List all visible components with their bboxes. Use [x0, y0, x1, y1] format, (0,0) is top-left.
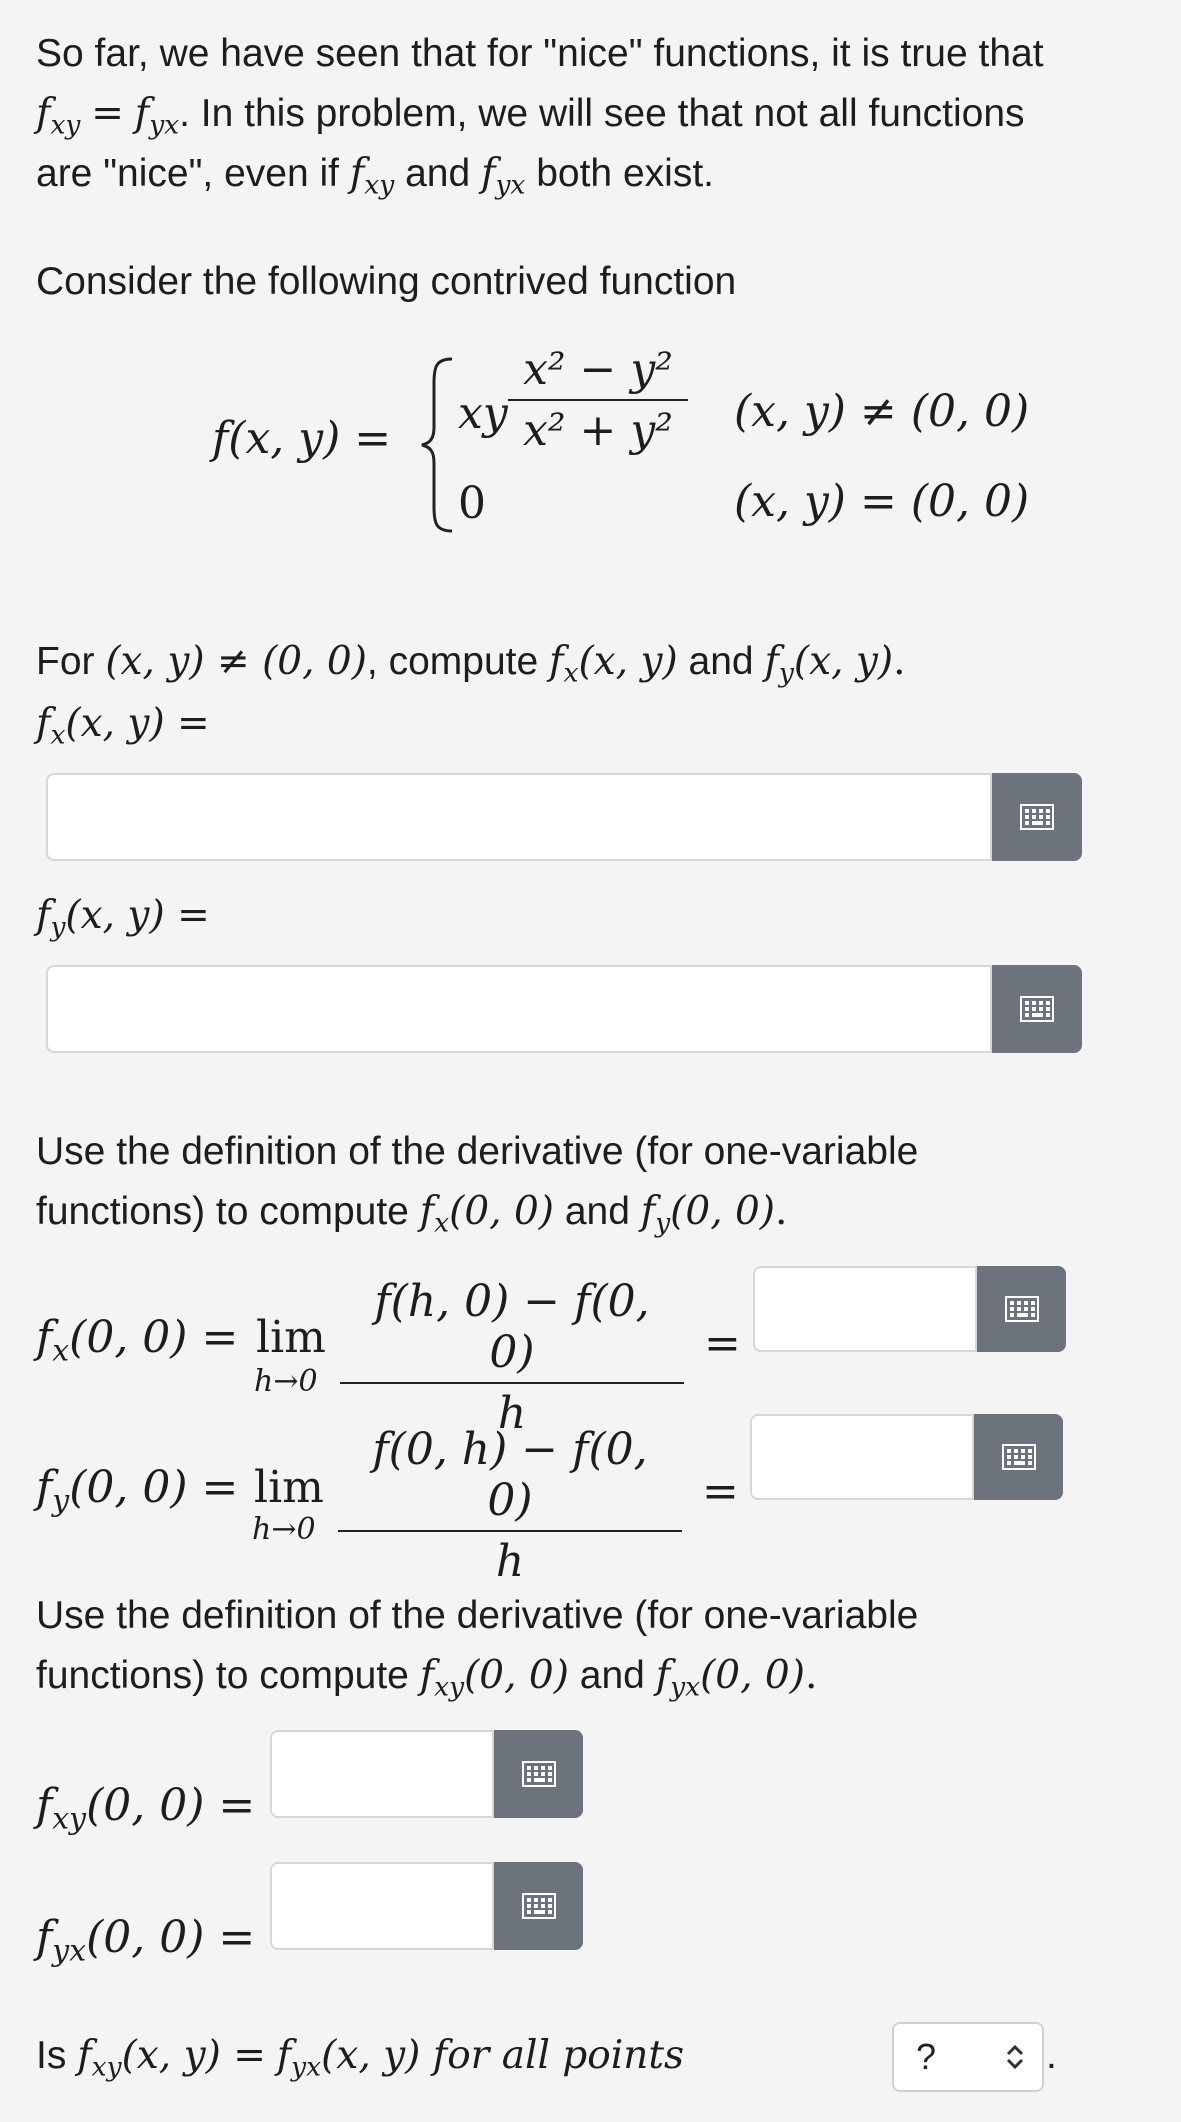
fy00-answer-input[interactable] — [750, 1414, 974, 1500]
case1-denominator: x² + y² — [523, 405, 673, 456]
fy-label: $f_y(x$, y) = — [36, 893, 210, 943]
up-down-chevron-icon — [1004, 2042, 1026, 2072]
case1-condition: (x, y) ≠ (0, 0) — [734, 386, 1030, 437]
fxy00-answer-input[interactable] — [270, 1730, 494, 1818]
fx00-fraction — [340, 1276, 684, 1439]
fy00-equals: = — [702, 1466, 739, 1517]
keyboard-icon — [522, 1761, 556, 1787]
fy00-lhs: $f_y(0$, 0) = — [36, 1462, 239, 1519]
fx00-denominator: h — [497, 1388, 527, 1439]
fy00-lim-sub: h→0 — [252, 1512, 316, 1547]
fx00-keyboard-button[interactable] — [977, 1266, 1066, 1352]
fx00-lhs: $f_x(0$, 0) = — [36, 1312, 239, 1369]
fx00-numerator: f(h, 0) − f(0, 0) — [340, 1276, 684, 1384]
fyx-symbol: $f_{yx}$ — [134, 91, 180, 141]
fx00-answer-input[interactable] — [753, 1266, 977, 1352]
fyx00-keyboard-button[interactable] — [494, 1862, 583, 1950]
fx-label: $f_x(x$, y) = — [36, 701, 210, 751]
part3-line-2: functions) to compute $f_{xy}(0$, 0) and $f_{yx}(0$, 0). — [36, 1653, 818, 1703]
select-value: ? — [916, 2036, 937, 2077]
intro-line-2: $f_{xy} = f_{yx}$. In this problem, we will see that not all functions — [36, 91, 1025, 141]
consider-text: Consider the following contrived function — [36, 260, 737, 303]
fy-keyboard-button[interactable] — [992, 965, 1082, 1053]
part2-line-2: functions) to compute $f_x(0$, 0) and $f_y(0$, 0). — [36, 1189, 788, 1239]
keyboard-icon — [522, 1893, 556, 1919]
piecewise-brace — [420, 355, 456, 540]
intro-line-1: So far, we have seen that for "nice" functions, it is true that — [36, 32, 1044, 75]
fxy00-keyboard-button[interactable] — [494, 1730, 583, 1818]
fxy00-label: $f_{xy}(0$, 0) = — [36, 1780, 256, 1837]
fx00-equals: = — [704, 1318, 741, 1369]
fx00-lim-sub: h→0 — [254, 1364, 318, 1399]
intro-line-3: are "nice", even if $f_{xy}$ and $f_{yx}$ both exist. — [36, 151, 714, 201]
fyx00-answer-input[interactable] — [270, 1862, 494, 1950]
fy00-keyboard-button[interactable] — [974, 1414, 1063, 1500]
keyboard-icon — [1020, 804, 1054, 830]
part2-line-1: Use the definition of the derivative (for one-variable — [36, 1130, 919, 1173]
fy-answer-input[interactable] — [46, 965, 992, 1053]
fy00-denominator: h — [495, 1536, 525, 1587]
keyboard-icon — [1005, 1296, 1039, 1322]
part3-line-1: Use the definition of the derivative (for one-variable — [36, 1594, 919, 1637]
piecewise-lhs: f(x, y) = — [212, 413, 392, 464]
fx-answer-input[interactable] — [46, 773, 992, 861]
fy00-numerator: f(0, h) − f(0, 0) — [338, 1424, 682, 1532]
fx-keyboard-button[interactable] — [992, 773, 1082, 861]
fy00-fraction — [338, 1424, 682, 1587]
case1-expr: xy — [458, 388, 508, 439]
fy00-lim: lim — [254, 1462, 324, 1513]
fxy-symbol: $f_{xy}$ — [36, 91, 81, 141]
final-period: . — [1046, 2034, 1057, 2077]
case2-expr: 0 — [458, 478, 486, 529]
keyboard-icon — [1002, 1444, 1036, 1470]
case2-condition: (x, y) = (0, 0) — [734, 476, 1030, 527]
case1-fraction — [508, 344, 688, 456]
fx00-lim: lim — [256, 1312, 326, 1363]
final-question: Is $f_{xy}(x$, $y) = f_{yx}(x$, y) for all points — [36, 2033, 685, 2083]
keyboard-icon — [1020, 996, 1054, 1022]
case1-numerator: x² − y² — [508, 344, 688, 401]
part1-instructions: For (x, y) ≠ (0, 0), compute $f_x(x$, y) and $f_y(x$, y). — [36, 639, 906, 689]
equality-answer-select[interactable] — [892, 2022, 1044, 2092]
fyx00-label: $f_{yx}(0$, 0) = — [36, 1912, 256, 1969]
